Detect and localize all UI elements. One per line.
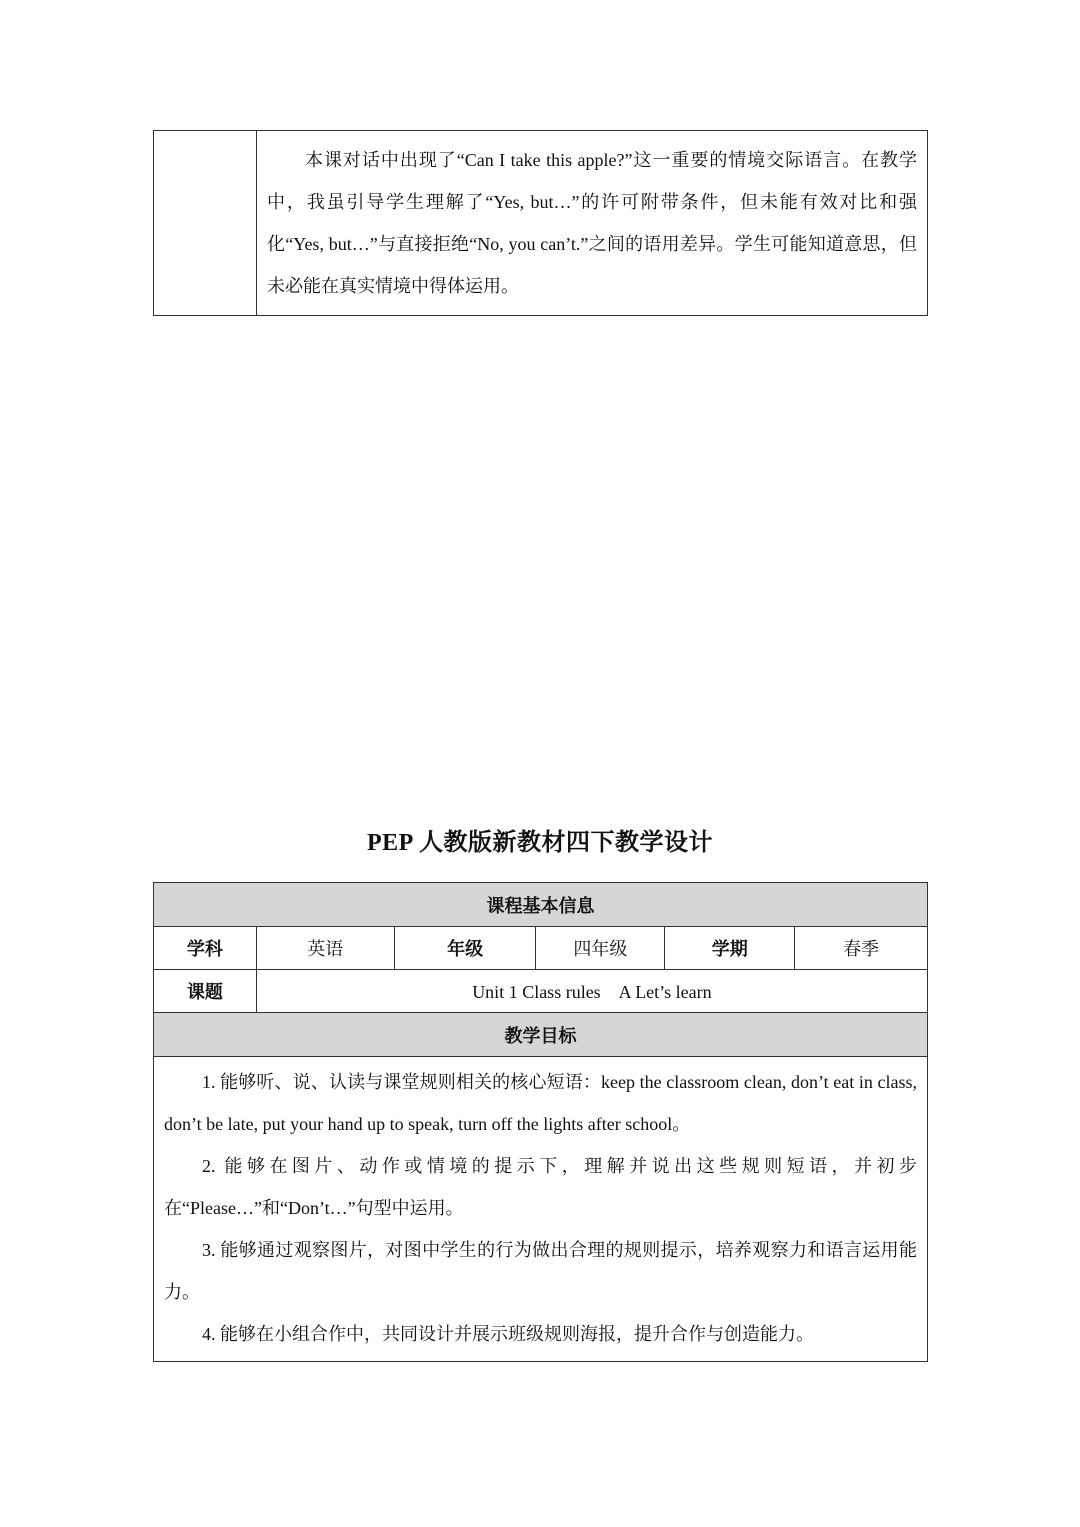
reflection-label-cell	[154, 131, 257, 316]
objective-item: 1. 能够听、说、认读与课堂规则相关的核心短语：keep the classroom clean, don’t eat in class, don’t be late, put your hand up to speak, turn off the lights after school。	[164, 1072, 917, 1134]
objective-item: 3. 能够通过观察图片，对图中学生的行为做出合理的规则提示，培养观察力和语言运用能力。	[164, 1240, 917, 1302]
course-info-header: 课程基本信息	[154, 883, 928, 927]
objectives-cell	[154, 1057, 928, 1362]
reflection-table	[153, 130, 928, 316]
reflection-paragraph: 本课对话中出现了“Can I take this apple?”这一重要的情境交际语言。在教学中，我虽引导学生理解了“Yes, but…”的许可附带条件，但未能有效对比和强化“Yes, but…”与直接拒绝“No, you can’t.”之间的语用差异。学生可能知道意思，但未必能在真实情境中得体运用。	[267, 150, 917, 296]
course-info-table	[153, 882, 928, 1362]
term-value: 春季	[795, 927, 928, 970]
objective-item: 4. 能够在小组合作中，共同设计并展示班级规则海报，提升合作与创造能力。	[202, 1324, 814, 1344]
subject-label: 学科	[154, 927, 257, 970]
grade-label: 年级	[394, 927, 536, 970]
topic-label: 课题	[154, 970, 257, 1013]
objective-item: 2. 能够在图片、动作或情境的提示下，理解并说出这些规则短语，并初步在“Please…”和“Don’t…”句型中运用。	[164, 1156, 917, 1218]
grade-value: 四年级	[536, 927, 665, 970]
document-title: PEP 人教版新教材四下教学设计	[366, 830, 713, 856]
reflection-text-cell	[257, 131, 928, 316]
topic-value: Unit 1 Class rules A Let’s learn	[256, 970, 927, 1013]
term-label: 学期	[665, 927, 795, 970]
subject-value: 英语	[256, 927, 394, 970]
objectives-header: 教学目标	[154, 1013, 928, 1057]
